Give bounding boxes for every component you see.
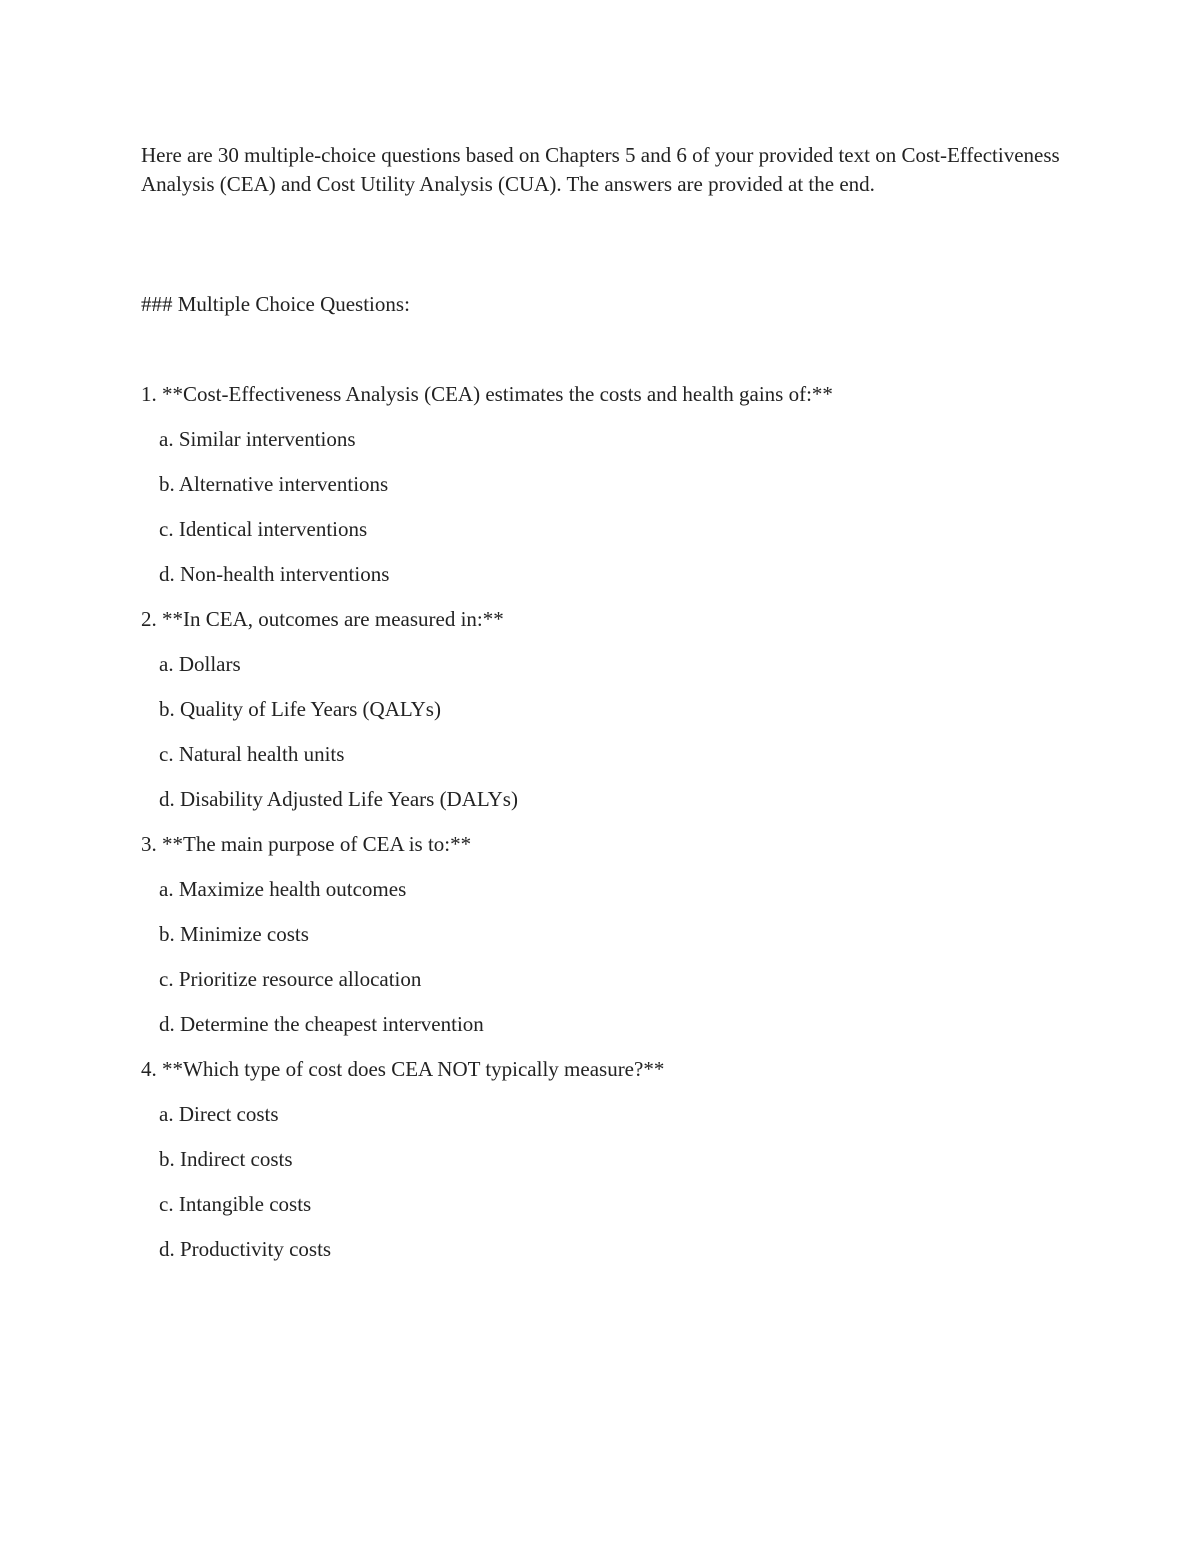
option-d: d. Determine the cheapest intervention xyxy=(159,1012,484,1036)
option-b: b. Alternative interventions xyxy=(159,472,389,496)
option-d: d. Disability Adjusted Life Years (DALYs) xyxy=(159,787,518,811)
option-b: b. Indirect costs xyxy=(159,1147,293,1171)
option-list xyxy=(141,875,833,1055)
option-c: c. Intangible costs xyxy=(159,1192,312,1216)
option-list xyxy=(141,650,833,830)
option-list xyxy=(141,425,833,605)
option-c: c. Identical interventions xyxy=(159,517,368,541)
option-b: b. Minimize costs xyxy=(159,922,309,946)
option-b: b. Quality of Life Years (QALYs) xyxy=(159,697,441,721)
question-item xyxy=(141,380,833,605)
option-a: a. Direct costs xyxy=(159,1102,279,1126)
intro-paragraph: Here are 30 multiple-choice questions based on Chapters 5 and 6 of your provided text on Cost-Effectiveness Analysis (CEA) and Cost Utility Analysis (CUA). The answers are provided at the end. xyxy=(141,143,1060,196)
option-d: d. Productivity costs xyxy=(159,1237,332,1261)
question-text: 1. **Cost-Effectiveness Analysis (CEA) estimates the costs and health gains of:** xyxy=(141,382,833,406)
section-heading: ### Multiple Choice Questions: xyxy=(141,292,410,316)
option-c: c. Natural health units xyxy=(159,742,345,766)
question-list xyxy=(141,380,833,1280)
question-item xyxy=(141,830,833,1055)
question-text: 2. **In CEA, outcomes are measured in:** xyxy=(141,607,504,631)
option-list xyxy=(141,1100,833,1280)
question-item xyxy=(141,1055,833,1280)
option-c: c. Prioritize resource allocation xyxy=(159,967,422,991)
question-text: 3. **The main purpose of CEA is to:** xyxy=(141,832,472,856)
option-a: a. Similar interventions xyxy=(159,427,356,451)
question-text: 4. **Which type of cost does CEA NOT typically measure?** xyxy=(141,1057,665,1081)
option-d: d. Non-health interventions xyxy=(159,562,390,586)
question-item xyxy=(141,605,833,830)
option-a: a. Maximize health outcomes xyxy=(159,877,407,901)
option-a: a. Dollars xyxy=(159,652,241,676)
